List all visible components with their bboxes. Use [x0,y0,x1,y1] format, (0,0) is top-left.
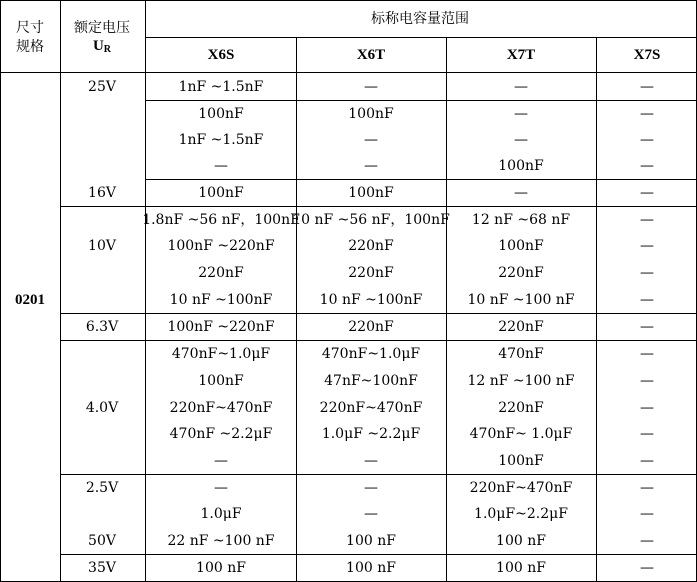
capacitance-cell: 470nF [498,346,544,362]
capacitance-cell: 100nF [498,238,544,254]
capacitance-cell: 100nF ~220nF [167,319,275,335]
capacitance-cell: 220nF~470nF [169,400,273,416]
capacitance-cell: — [640,106,654,122]
capacitance-cell: 100 nF [196,560,246,576]
capacitance-cell: — [640,453,654,469]
capacitance-cell: 100nF [348,185,394,201]
voltage-cell: 16V [88,185,116,201]
column-header-x6t: X6T [356,47,386,63]
capacitance-cell: 100nF [198,185,244,201]
capacitance-cell: — [640,506,654,522]
voltage-cell: 2.5V [85,480,119,496]
capacitance-cell: 220nF~470nF [469,480,573,496]
size-value: 0201 [15,292,45,308]
capacitance-cell: 1.8nF ~56 nF，100nF [142,212,300,228]
capacitance-cell: 470nF~1.0μF [321,346,421,362]
capacitance-cell: 470nF~ 1.0μF [469,426,573,442]
voltage-header: 额定电压 [74,20,130,36]
capacitance-cell: 220nF [348,319,394,335]
capacitance-cell: — [640,373,654,389]
capacitance-cell: — [514,106,528,122]
capacitance-cell: 10 nF ~100nF [169,292,273,308]
capacitance-cell: 100 nF [346,560,396,576]
capacitance-cell: 1.0μF~2.2μF [474,506,568,522]
capacitance-cell: — [514,132,528,148]
capacitance-cell: 220nF [348,238,394,254]
column-header-x7t: X7T [506,47,536,63]
capacitance-cell: 100 nF [496,560,546,576]
capacitance-cell: 100 nF [496,533,546,549]
voltage-cell: 50V [88,533,116,549]
capacitance-cell: 220nF [198,265,244,281]
capacitance-cell: — [640,346,654,362]
capacitance-cell: 220nF [498,319,544,335]
capacitance-cell: 10 nF ~56 nF，100nF [292,212,450,228]
capacitance-cell: — [640,265,654,281]
capacitance-cell: — [640,533,654,549]
capacitance-cell: — [364,480,378,496]
capacitance-cell: — [640,400,654,416]
capacitance-cell: — [640,292,654,308]
capacitance-cell: — [640,132,654,148]
capacitance-cell: 220nF [348,265,394,281]
capacitance-cell: 100nF [498,158,544,174]
capacitance-cell: 220nF [498,265,544,281]
capacitance-cell: 100 nF [346,533,396,549]
capacitance-cell: — [640,319,654,335]
size-header-line2: 规格 [16,39,44,55]
column-header-x6s: X6S [207,47,235,63]
capacitance-cell: 100nF [348,106,394,122]
capacitance-cell: — [214,453,228,469]
capacitance-cell: 1.0μF ~2.2μF [321,426,421,442]
capacitance-cell: 1nF ~1.5nF [178,132,264,148]
capacitance-cell: 470nF~1.0μF [171,346,271,362]
capacitance-cell: 470nF ~2.2μF [169,426,273,442]
capacitance-cell: 100nF [198,373,244,389]
voltage-cell: 35V [88,560,116,576]
capacitance-cell: 12 nF ~100 nF [467,373,575,389]
capacitance-cell: 220nF [498,400,544,416]
capacitance-cell: 100nF [498,453,544,469]
capacitance-cell: — [364,132,378,148]
capacitance-cell: 1nF ~1.5nF [178,79,264,95]
capacitance-cell: — [640,560,654,576]
capacitance-cell: — [640,79,654,95]
capacitance-header: 标称电容量范围 [371,11,469,27]
capacitance-cell: — [640,480,654,496]
capacitance-cell: — [214,480,228,496]
capacitance-cell: 1.0μF [200,506,242,522]
size-header-line1: 尺寸 [16,20,44,36]
capacitance-cell: 100nF [198,106,244,122]
capacitance-cell: — [514,79,528,95]
capacitance-cell: — [364,453,378,469]
capacitance-cell: — [364,158,378,174]
capacitance-cell: — [364,506,378,522]
capacitance-cell: — [640,426,654,442]
capacitance-cell: 220nF~470nF [319,400,423,416]
voltage-cell: 4.0V [85,400,119,416]
capacitance-cell: — [514,185,528,201]
capacitance-cell: 10 nF ~100 nF [467,292,575,308]
capacitance-cell: 10 nF ~100nF [319,292,423,308]
capacitance-cell: — [640,185,654,201]
capacitance-cell: — [640,158,654,174]
capacitance-cell: 47nF~100nF [324,373,418,389]
capacitance-cell: 22 nF ~100 nF [167,533,275,549]
voltage-cell: 25V [88,79,116,95]
voltage-cell: 10V [88,238,116,254]
capacitance-cell: — [640,238,654,254]
capacitance-cell: 12 nF ~68 nF [471,212,571,228]
capacitance-cell: 100nF ~220nF [167,238,275,254]
voltage-cell: 6.3V [85,319,119,335]
capacitance-cell: — [640,212,654,228]
column-header-x7s: X7S [633,47,661,63]
capacitance-cell: — [214,158,228,174]
voltage-symbol: $U_R$ [92,38,112,55]
capacitance-cell: — [364,79,378,95]
